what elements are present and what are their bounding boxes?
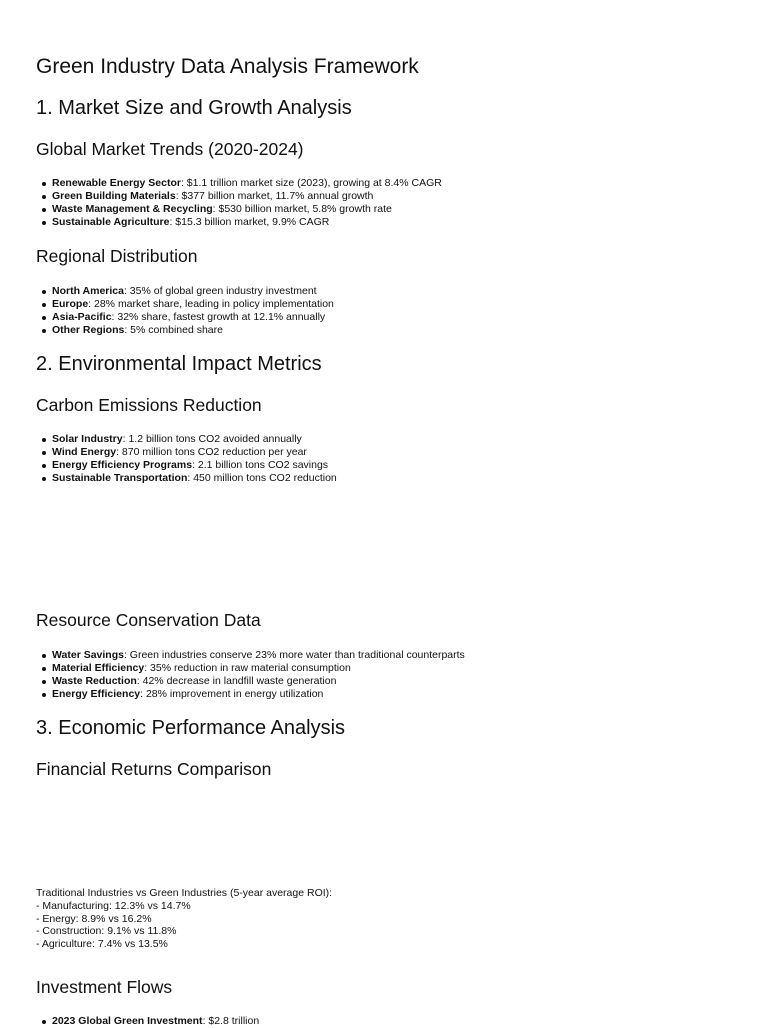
list-item-text: : $15.3 billion market, 9.9% CAGR — [169, 216, 330, 228]
financial-returns-text — [36, 887, 332, 951]
list-item — [52, 662, 732, 675]
document-title: Green Industry Data Analysis Framework — [36, 55, 419, 78]
list-item — [52, 675, 732, 688]
global-market-trends-list — [36, 177, 732, 229]
list-item-text: : $1.1 trillion market size (2023), growing at 8.4% CAGR — [180, 177, 442, 189]
list-item-label: Other Regions — [52, 324, 125, 336]
subsection-heading-financial-returns: Financial Returns Comparison — [36, 759, 272, 779]
list-item-text: : 32% share, fastest growth at 12.1% annually — [111, 311, 326, 323]
subsection-heading-investment-flows: Investment Flows — [36, 977, 173, 997]
section-heading-environmental-impact: 2. Environmental Impact Metrics — [36, 353, 322, 375]
list-item-text: : Green industries conserve 23% more water than traditional counterparts — [123, 649, 465, 661]
list-item-text: : 870 million tons CO2 reduction per year — [116, 446, 307, 458]
section-heading-economic-performance: 3. Economic Performance Analysis — [36, 717, 346, 739]
list-item — [52, 472, 732, 485]
list-item-label: Sustainable Transportation — [52, 472, 188, 484]
list-item — [52, 285, 732, 298]
list-item-label: Waste Management & Recycling — [52, 203, 213, 215]
list-item — [52, 446, 732, 459]
list-item-text: : 5% combined share — [124, 324, 223, 336]
financial-returns-line: - Agriculture: 7.4% vs 13.5% — [36, 938, 168, 951]
list-item-text: : $2.8 trillion — [202, 1015, 260, 1027]
list-item-text: : 35% of global green industry investment — [123, 285, 317, 297]
list-item — [52, 177, 732, 190]
list-item-label: Green Building Materials — [52, 190, 176, 202]
list-item — [52, 311, 732, 324]
list-item-label: Wind Energy — [52, 446, 117, 458]
list-item-text: : 1.2 billion tons CO2 avoided annually — [122, 433, 302, 445]
list-item-text: : $377 billion market, 11.7% annual growth — [175, 190, 374, 202]
financial-returns-line: - Energy: 8.9% vs 16.2% — [36, 912, 152, 925]
list-item-label: Waste Reduction — [52, 675, 137, 687]
list-item-label: Asia-Pacific — [52, 311, 112, 323]
list-item-label: Europe — [52, 298, 89, 310]
list-item-label: Solar Industry — [52, 433, 123, 445]
list-item — [52, 203, 732, 216]
list-item-label: North America — [52, 285, 124, 297]
list-item — [52, 649, 732, 662]
list-item-text: : 42% decrease in landfill waste generation — [136, 675, 337, 687]
list-item-label: Water Savings — [52, 649, 124, 661]
list-item — [52, 459, 732, 472]
list-item-label: 2023 Global Green Investment — [52, 1015, 203, 1027]
list-item — [52, 324, 732, 337]
regional-distribution-list — [36, 285, 732, 337]
list-item-text: : 28% market share, leading in policy implementation — [88, 298, 334, 310]
list-item — [52, 1015, 732, 1028]
investment-flows-list — [36, 1015, 732, 1028]
list-item-text: : $530 billion market, 5.8% growth rate — [212, 203, 392, 215]
financial-returns-line: Traditional Industries vs Green Industries (5-year average ROI): — [36, 887, 333, 899]
list-item-label: Sustainable Agriculture — [52, 216, 170, 228]
list-item-label: Energy Efficiency Programs — [52, 459, 193, 471]
subsection-heading-resource-conservation: Resource Conservation Data — [36, 610, 261, 630]
subsection-heading-carbon-emissions: Carbon Emissions Reduction — [36, 395, 262, 415]
list-item-text: : 28% improvement in energy utilization — [140, 688, 324, 700]
list-item-text: : 35% reduction in raw material consumption — [144, 662, 351, 674]
resource-conservation-list — [36, 649, 732, 701]
list-item-label: Energy Efficiency — [52, 688, 141, 700]
list-item-label: Renewable Energy Sector — [52, 177, 181, 189]
financial-returns-line: - Manufacturing: 12.3% vs 14.7% — [36, 899, 191, 912]
carbon-emissions-list — [36, 433, 732, 485]
list-item-text: : 2.1 billion tons CO2 savings — [192, 459, 329, 471]
list-item — [52, 298, 732, 311]
section-heading-market-size: 1. Market Size and Growth Analysis — [36, 97, 352, 119]
list-item-label: Material Efficiency — [52, 662, 145, 674]
subsection-heading-regional-distribution: Regional Distribution — [36, 246, 198, 266]
list-item — [52, 433, 732, 446]
list-item — [52, 190, 732, 203]
list-item — [52, 216, 732, 229]
list-item-text: : 450 million tons CO2 reduction — [187, 472, 337, 484]
list-item — [52, 688, 732, 701]
subsection-heading-global-market-trends: Global Market Trends (2020-2024) — [36, 139, 304, 159]
financial-returns-line: - Construction: 9.1% vs 11.8% — [36, 925, 177, 938]
